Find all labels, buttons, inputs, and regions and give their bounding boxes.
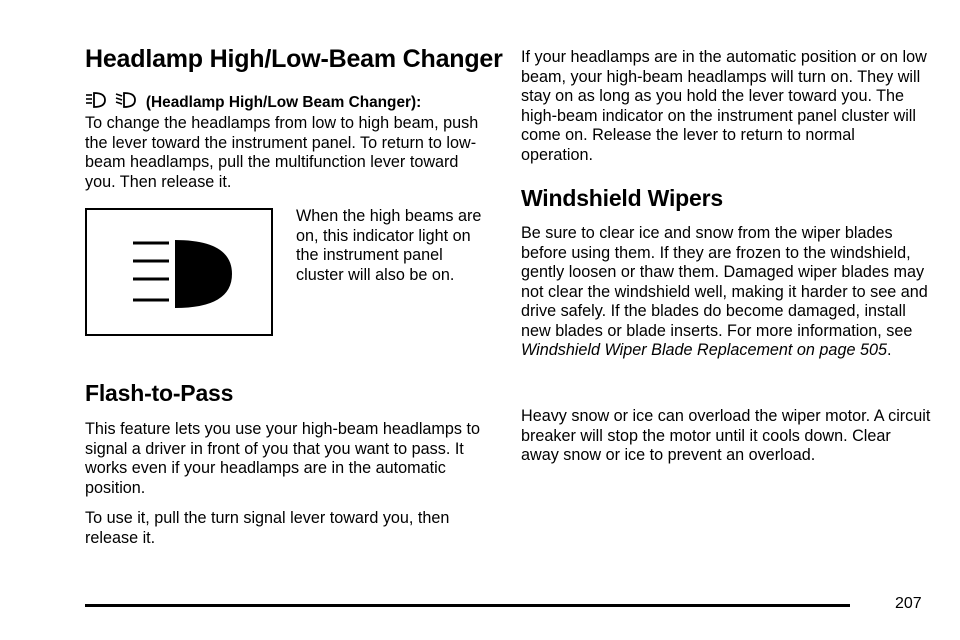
headlamp-body-text: To change the headlamps from low to high beam, push the lever toward the instrument panel. To return to low-beam headlamps, pull the multifunction lever toward you. Then release it. [85,114,479,191]
flash-to-pass-body-2: To use it, pull the turn signal lever toward you, then release it. [85,509,450,547]
wipers-body-end: . [886,341,892,359]
high-beam-indicator-icon [87,210,271,334]
wipers-body-text: Be sure to clear ice and snow from the wiper blades before using them. If they are frozen to the windshield, gently loosen or thaw them. Damaged wiper blades may not clear the windshield well, making it harder to see and drive safely. If the blades do become damaged, install new blades or blade inserts. For more information, see [521,224,928,340]
footer-rule [85,604,850,607]
wiper-blade-replacement-link[interactable]: Windshield Wiper Blade Replacement on page 505 [521,341,887,359]
windshield-wipers-body-2: Heavy snow or ice can overload the wiper motor. A circuit breaker will stop the motor until it cools down. Clear away snow or ice to prevent an overload. [521,407,931,464]
headlamp-icon-heading [85,91,485,114]
windshield-wipers-title: Windshield Wipers [521,185,723,211]
flash-to-pass-title: Flash-to-Pass [85,380,234,406]
page-number: 207 [895,595,922,612]
high-beam-icon [85,91,107,114]
headlamp-section-title: Headlamp High/Low-Beam Changer [85,45,503,73]
icon-heading-label: (Headlamp High/Low Beam Changer): [145,94,422,111]
indicator-description: When the high beams are on, this indicator light on the instrument panel cluster will also be on. [296,207,482,284]
flash-to-pass-body-1: This feature lets you use your high-beam headlamps to signal a driver in front of you that you want to pass. It works even if your headlamps are in the automatic position. [85,420,481,497]
windshield-wipers-body-1 [521,224,933,361]
flash-to-pass-continued: If your headlamps are in the automatic position or on low beam, your high-beam headlamps will turn on. They will stay on as long as you hold the lever toward you. The high-beam indicator on the instrument panel cluster will come on. Release the lever to return to normal operation. [521,48,927,164]
high-beam-indicator-illustration [85,208,273,336]
low-beam-icon [115,91,137,114]
